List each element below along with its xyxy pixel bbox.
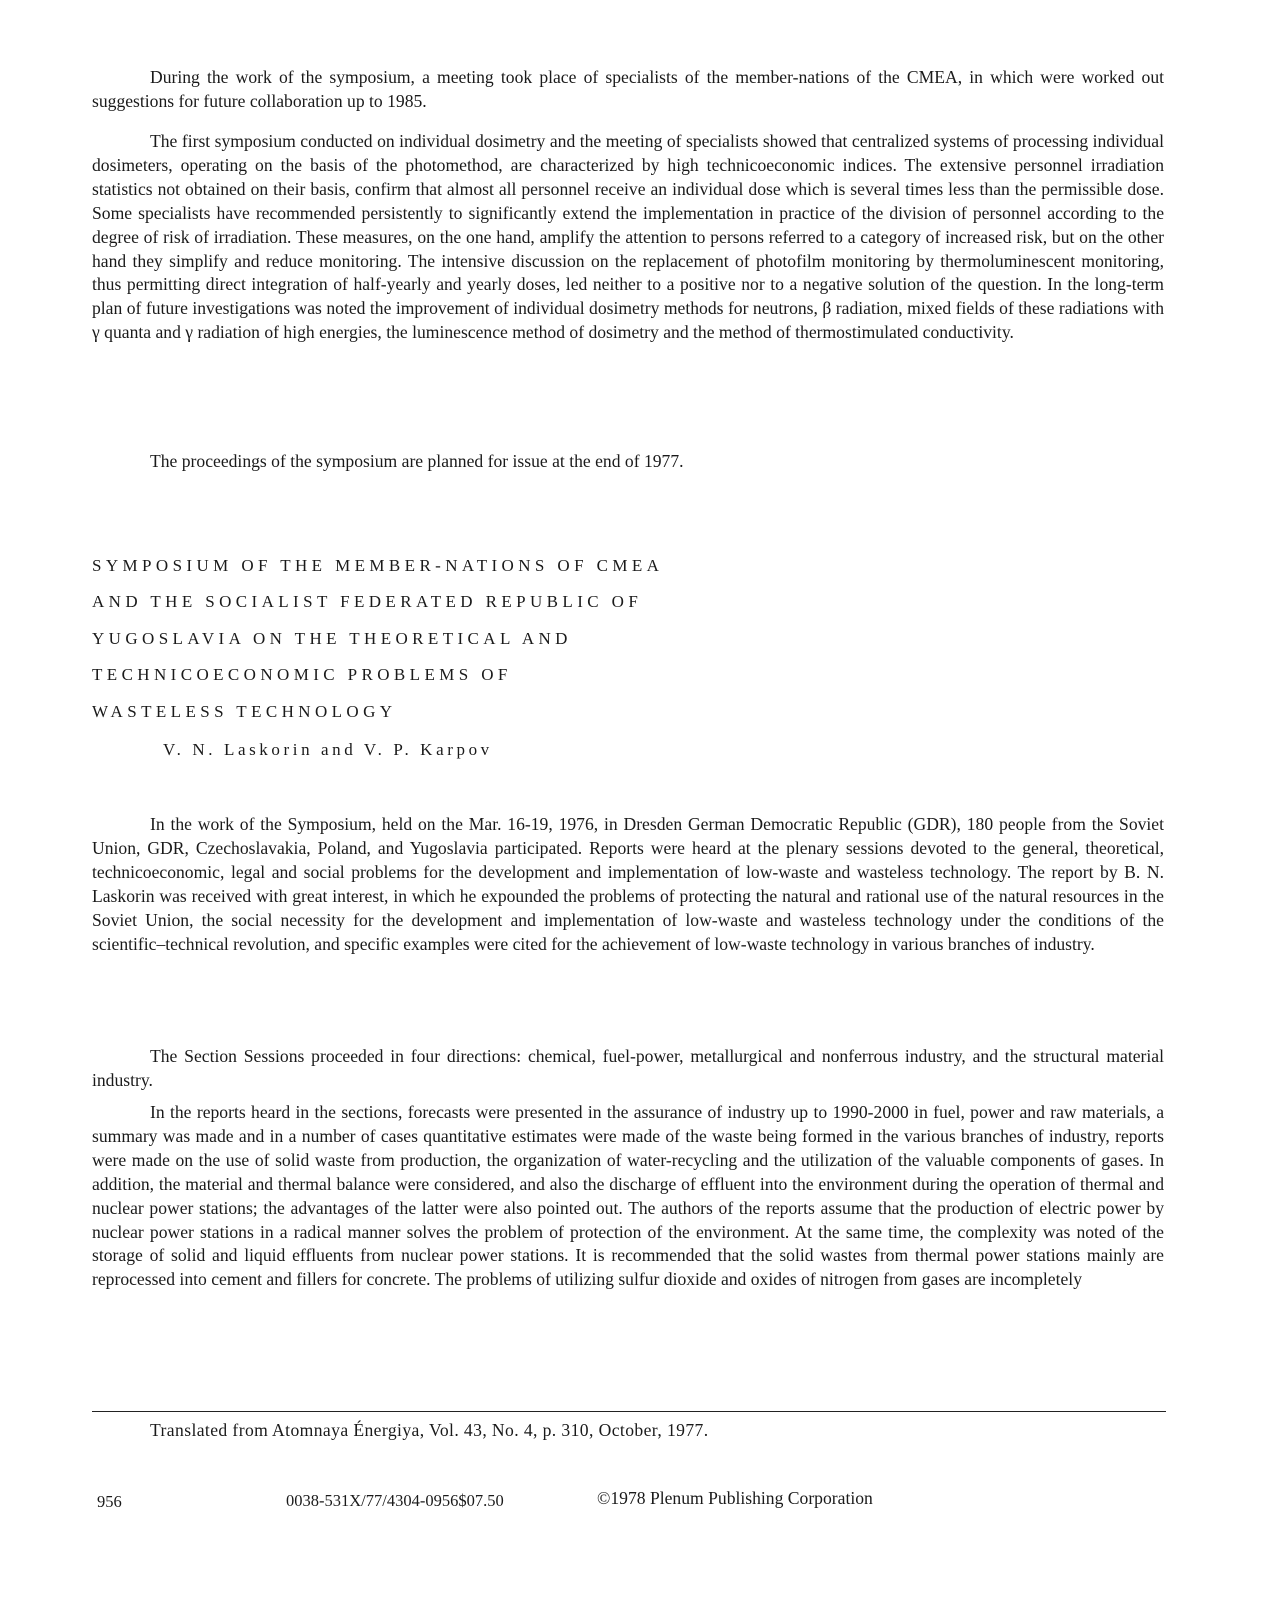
paragraph-symposium-overview: In the work of the Symposium, held on the Mar. 16-19, 1976, in Dresden German Democratic Republic (GDR), 180 people from the Soviet Union, GDR, Czechoslavakia, Poland, and Yugoslavia participated. Reports were heard at the plenary sessions devoted to the general, theoretical, technicoeconomic, legal and social problems for the development and implementation of low-waste and wasteless technology. The report by B. N. Laskorin was received with great interest, in which he expounded the problems of protecting the natural and rational use of the natural resources in the Soviet Union, the social necessity for the development and implementation of low-waste and wasteless technology under the conditions of the scientific–technical revolution, and specific examples were cited for the achievement of low-waste technology in various branches of industry.: [92, 814, 1164, 954]
footnote-divider: [92, 1411, 1166, 1412]
translation-footnote: Translated from Atomnaya Énergiya, Vol. 43, No. 4, p. 310, October, 1977.: [150, 1420, 709, 1440]
article-code: 0038-531X/77/4304-0956$07.50: [286, 1491, 504, 1510]
page-number: 956: [97, 1492, 122, 1511]
article-title-line: TECHNICOECONOMIC PROBLEMS OF: [92, 665, 512, 685]
article-title-line: AND THE SOCIALIST FEDERATED REPUBLIC OF: [92, 592, 643, 612]
article-authors: V. N. Laskorin and V. P. Karpov: [163, 740, 493, 759]
paragraph-section-sessions: The Section Sessions proceeded in four directions: chemical, fuel-power, metallurgical and nonferrous industry, and the structural material industry.: [92, 1046, 1164, 1090]
paragraph-symposium-findings: The first symposium conducted on individual dosimetry and the meeting of specialists showed that centralized systems of processing individual dosimeters, operating on the basis of the photomethod, are characterized by high technicoeconomic indices. The extensive personnel irradiation statistics not obtained on their basis, confirm that almost all personnel receive an individual dose which is several times less than the permissible dose. Some specialists have recommended persistently to significantly extend the implementation in practice of the division of personnel according to the degree of risk of irradiation. These measures, on the one hand, amplify the attention to persons referred to a category of increased risk, but on the other hand they simplify and reduce monitoring. The intensive discussion on the replacement of photofilm monitoring by thermoluminescent monitoring, thus permitting direct integration of half-yearly and yearly doses, led neither to a positive nor to a negative solution of the question. In the long-term plan of future investigations was noted the improvement of individual dosimetry methods for neutrons, β radiation, mixed fields of these radiations with γ quanta and γ radiation of high energies, the luminescence method of dosimetry and the method of thermostimulated conductivity.: [92, 131, 1164, 343]
article-title-line: YUGOSLAVIA ON THE THEORETICAL AND: [92, 628, 572, 648]
paragraph-section-reports: In the reports heard in the sections, forecasts were presented in the assurance of industry up to 1990-2000 in fuel, power and raw materials, a summary was made and in a number of cases quantitative estimates were made of the waste being formed in the various branches of industry, reports were made on the use of solid waste from production, the organization of water-recycling and the utilization of the valuable components of gases. In addition, the material and thermal balance were considered, and also the discharge of effluent into the environment during the operation of thermal and nuclear power stations; the advantages of the latter were also pointed out. The authors of the reports assume that the production of electric power by nuclear power stations in a radical manner solves the problem of protection of the environment. At the same time, the complexity was noted of the storage of solid and liquid effluents from nuclear power stations. It is recommended that the solid wastes from thermal power stations mainly are reprocessed into cement and fillers for concrete. The problems of utilizing sulfur dioxide and oxides of nitrogen from gases are incompletely: [92, 1102, 1164, 1290]
article-title-line: WASTELESS TECHNOLOGY: [92, 701, 397, 721]
copyright-notice: ©1978 Plenum Publishing Corporation: [597, 1488, 873, 1508]
article-title: [92, 548, 663, 730]
paragraph-meeting-cmea: During the work of the symposium, a meeting took place of specialists of the member-nations of the CMEA, in which were worked out suggestions for future collaboration up to 1985.: [92, 67, 1164, 111]
article-title-line: SYMPOSIUM OF THE MEMBER-NATIONS OF CMEA: [92, 556, 664, 575]
paragraph-proceedings: The proceedings of the symposium are planned for issue at the end of 1977.: [150, 451, 684, 471]
